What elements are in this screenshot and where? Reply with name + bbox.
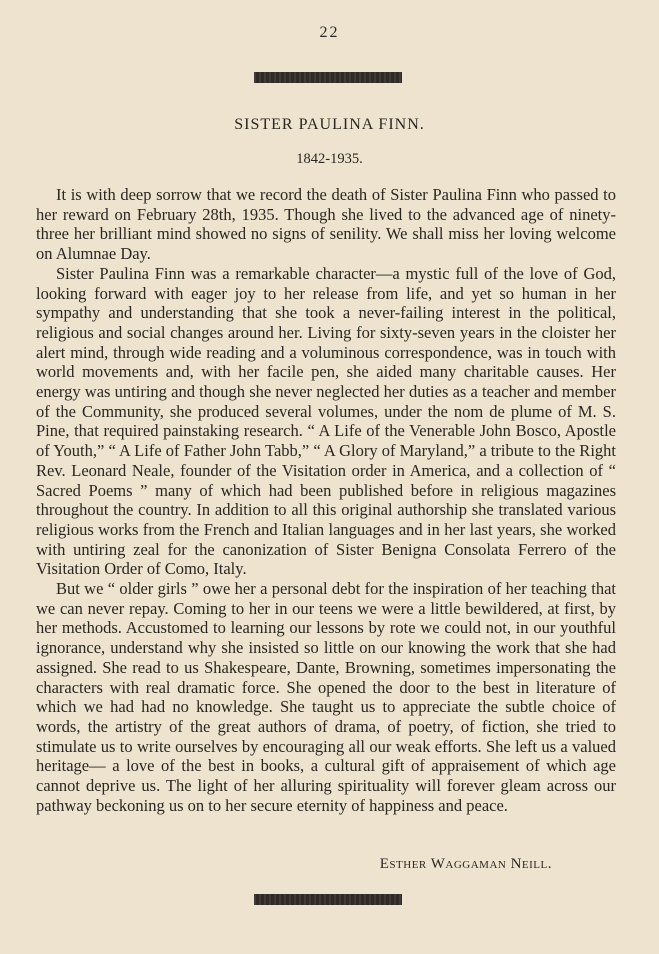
page-number: 22 — [319, 24, 340, 41]
life-dates: 1842-1935. — [296, 151, 363, 167]
paragraph: It is with deep sorrow that we record the death of Sister Paulina Finn who passed to her reward on February 28th, 1935. Though she lived to the advanced age of ninety-three her brilliant mind showed no signs of senility. We shall miss her loving welcome on Alumnae Day. — [36, 185, 616, 264]
top-divider-rule — [254, 72, 402, 83]
article-body — [36, 185, 616, 816]
paragraph: Sister Paulina Finn was a remarkable character—a mystic full of the love of God, looking forward with eager joy to her release from life, and yet so human in her sympathy and understanding that she took a never-failing interest in the political, religious and social changes around her. Living for sixty-seven years in the cloister her alert mind, through wide reading and a voluminous correspondence, was in touch with world movements and, with her facile pen, she aided many charitable causes. Her energy was untiring and though she never neglected her duties as a teacher and member of the Community, she produced several volumes, under the nom de plume of M. S. Pine, that required painstaking research. “ A Life of the Venerable John Bosco, Apostle of Youth,” “ A Life of Father John Tabb,” “ A Glory of Maryland,” a tribute to the Right Rev. Leonard Neale, founder of the Visitation order in America, and a collection of “ Sacred Poems ” many of which had been published before in religious magazines throughout the country. In addition to all this original authorship she translated various religious works from the French and Italian languages and in her last years, she worked with untiring zeal for the canonization of Sister Benigna Consolata Ferrero of the Visitation Order of Como, Italy. — [36, 263, 616, 579]
article-title: SISTER PAULINA FINN. — [234, 116, 425, 133]
bottom-divider-rule — [254, 894, 402, 905]
paragraph: But we “ older girls ” owe her a personal debt for the inspiration of her teaching that we can never repay. Coming to her in our teens we were a little bewildered, at first, by her methods. Accustomed to learning our lessons by rote we could not, in our youthful ignorance, understand why she insisted so little on our knowing the work that she had assigned. She read to us Shakespeare, Dante, Browning, sometimes impersonating the characters with real dramatic force. She opened the door to the best in literature of which we had had no knowledge. She taught us to appreciate the subtle choice of words, the artistry of the great authors of drama, of poetry, of fiction, she tried to stimulate us to write ourselves by encouraging all our weak efforts. She left us a valued heritage— a love of the best in books, a cultural gift of appraisement of which age cannot deprive us. The light of her alluring spirituality will forever gleam across our pathway beckoning us on to her secure eternity of happiness and peace. — [36, 579, 616, 815]
author-signature: Esther Waggaman Neill. — [379, 856, 552, 872]
